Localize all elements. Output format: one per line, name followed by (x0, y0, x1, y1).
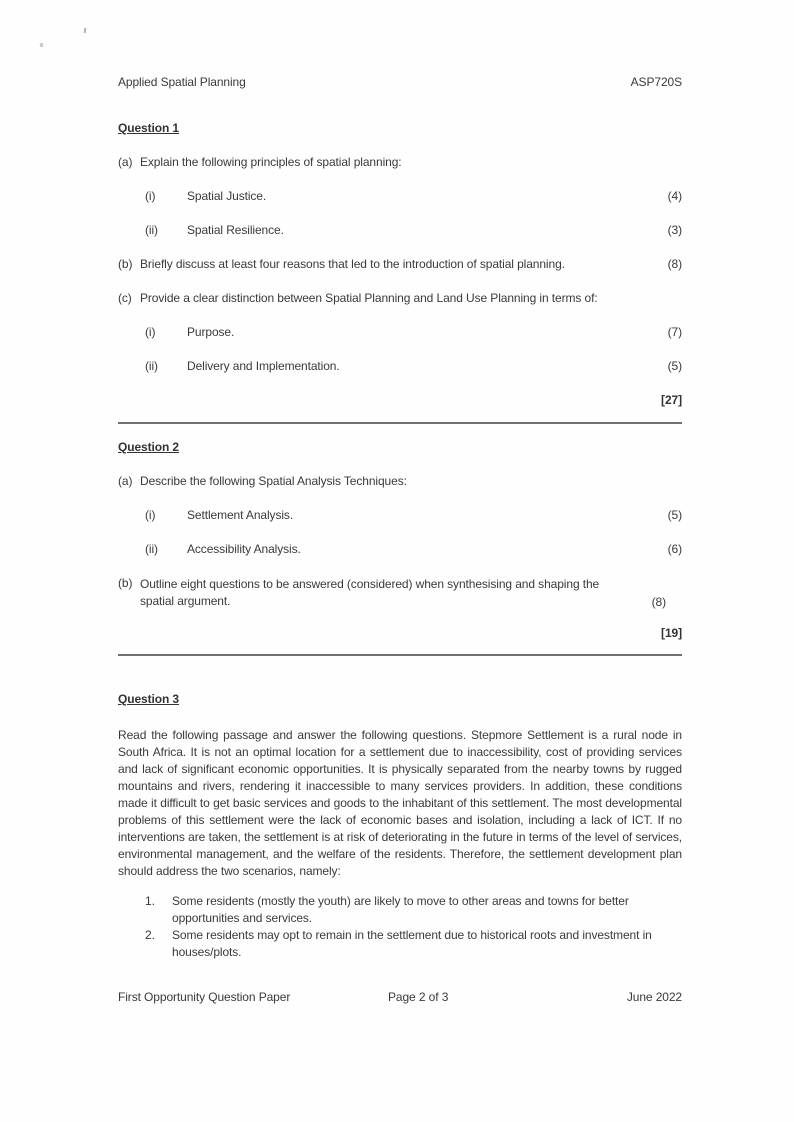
q2-item-a-ii (118, 542, 682, 557)
question-3-title: Question 3 (118, 692, 180, 706)
q2-item-a-ii-marks: (6) (667, 542, 682, 556)
question-3-section (118, 656, 682, 961)
list-item-text: Some residents may opt to remain in the settlement due to historical roots and investment in houses/plots. (172, 928, 652, 959)
list-item-number: 1. (145, 894, 155, 908)
q1-item-c-i-num: (i) (145, 325, 156, 339)
q1-item-c-ii-text: Delivery and Implementation. (187, 359, 340, 373)
q1-item-b (118, 257, 682, 272)
q1-item-b-text: Briefly discuss at least four reasons that led to the introduction of spatial planning. (140, 257, 565, 271)
list-item (118, 927, 682, 961)
q1-item-b-marks: (8) (667, 257, 682, 271)
footer-date: June 2022 (626, 990, 682, 1004)
q1-item-c-ii-num: (ii) (145, 359, 158, 373)
question-2-title: Question 2 (118, 440, 180, 454)
q1-total-value: [27] (661, 393, 682, 407)
q1-item-c-ii-marks: (5) (667, 359, 682, 373)
q2-item-a-i (118, 508, 682, 523)
q2-item-a-i-marks: (5) (667, 508, 682, 522)
q1-item-a-i (118, 189, 682, 204)
list-item (118, 893, 682, 927)
list-item-number: 2. (145, 928, 155, 942)
q1-item-c-i-text: Purpose. (187, 325, 235, 339)
question-1-section (118, 90, 682, 424)
q1-item-a-i-marks: (4) (667, 189, 682, 203)
q2-item-a-i-num: (i) (145, 508, 156, 522)
q3-passage: Read the following passage and answer the following questions. Stepmore Settlement is a rural node in South Africa. It is not an optimal location for a settlement due to inaccessibility, cost of providing services and lack of significant economic opportunities. It is physically separated from the nearby towns by rugged mountains and rivers, rendering it inaccessible to many services providers. In addition, these conditions made it difficult to get basic services and goods to the inhabitant of this settlement. The most developmental problems of this settlement were the lack of economic bases and isolation, including a lack of ICT. If no interventions are taken, the settlement is at risk of deteriorating in the future in terms of the level of services, environmental management, and the welfare of the residents. Therefore, the settlement development plan should address the two scenarios, namely: (118, 728, 682, 878)
q2-item-b-label: (b) (118, 576, 133, 590)
q1-item-a-i-text: Spatial Justice. (187, 189, 267, 203)
q1-item-c-i (118, 325, 682, 340)
scan-artifact (84, 28, 87, 33)
list-item-text: Some residents (mostly the youth) are likely to move to other areas and towns for better opportunities and services. (172, 894, 629, 925)
q1-item-a (118, 155, 682, 170)
q1-item-a-label: (a) (118, 155, 133, 169)
question-1-title: Question 1 (118, 121, 180, 135)
document-footer (118, 990, 682, 1005)
q1-item-c-i-marks: (7) (667, 325, 682, 339)
question-2-section (118, 424, 682, 656)
q1-total-marks (118, 393, 682, 408)
q1-item-a-ii-num: (ii) (145, 223, 158, 237)
q2-total-value: [19] (661, 626, 682, 640)
footer-paper-name: First Opportunity Question Paper (118, 990, 291, 1004)
q3-scenario-list (118, 893, 682, 961)
q2-item-a-label: (a) (118, 474, 133, 488)
q2-item-b-marks: (8) (651, 595, 666, 609)
course-title: Applied Spatial Planning (118, 75, 246, 89)
q2-item-a-text: Describe the following Spatial Analysis Techniques: (140, 474, 407, 488)
q1-item-c (118, 291, 682, 306)
footer-page-number: Page 2 of 3 (388, 990, 449, 1004)
q2-item-a (118, 474, 682, 489)
q2-total-marks (118, 626, 682, 641)
q2-item-a-ii-text: Accessibility Analysis. (187, 542, 301, 556)
q1-item-a-i-num: (i) (145, 189, 156, 203)
q1-item-a-ii-marks: (3) (667, 223, 682, 237)
course-code: ASP720S (630, 75, 682, 89)
q1-item-b-label: (b) (118, 257, 133, 271)
q1-item-c-label: (c) (118, 291, 132, 305)
q2-item-a-i-text: Settlement Analysis. (187, 508, 294, 522)
q2-item-b-text: Outline eight questions to be answered (considered) when synthesising and shaping the spatial argument. (140, 577, 600, 608)
q1-item-a-ii-text: Spatial Resilience. (187, 223, 284, 237)
q1-item-a-ii (118, 223, 682, 238)
q1-item-c-ii (118, 359, 682, 374)
q1-item-c-text: Provide a clear distinction between Spatial Planning and Land Use Planning in terms of: (140, 291, 598, 305)
q2-item-b (118, 576, 682, 610)
document-header (118, 75, 682, 90)
scan-artifact (40, 43, 44, 48)
q1-item-a-text: Explain the following principles of spatial planning: (140, 155, 402, 169)
q2-item-a-ii-num: (ii) (145, 542, 158, 556)
